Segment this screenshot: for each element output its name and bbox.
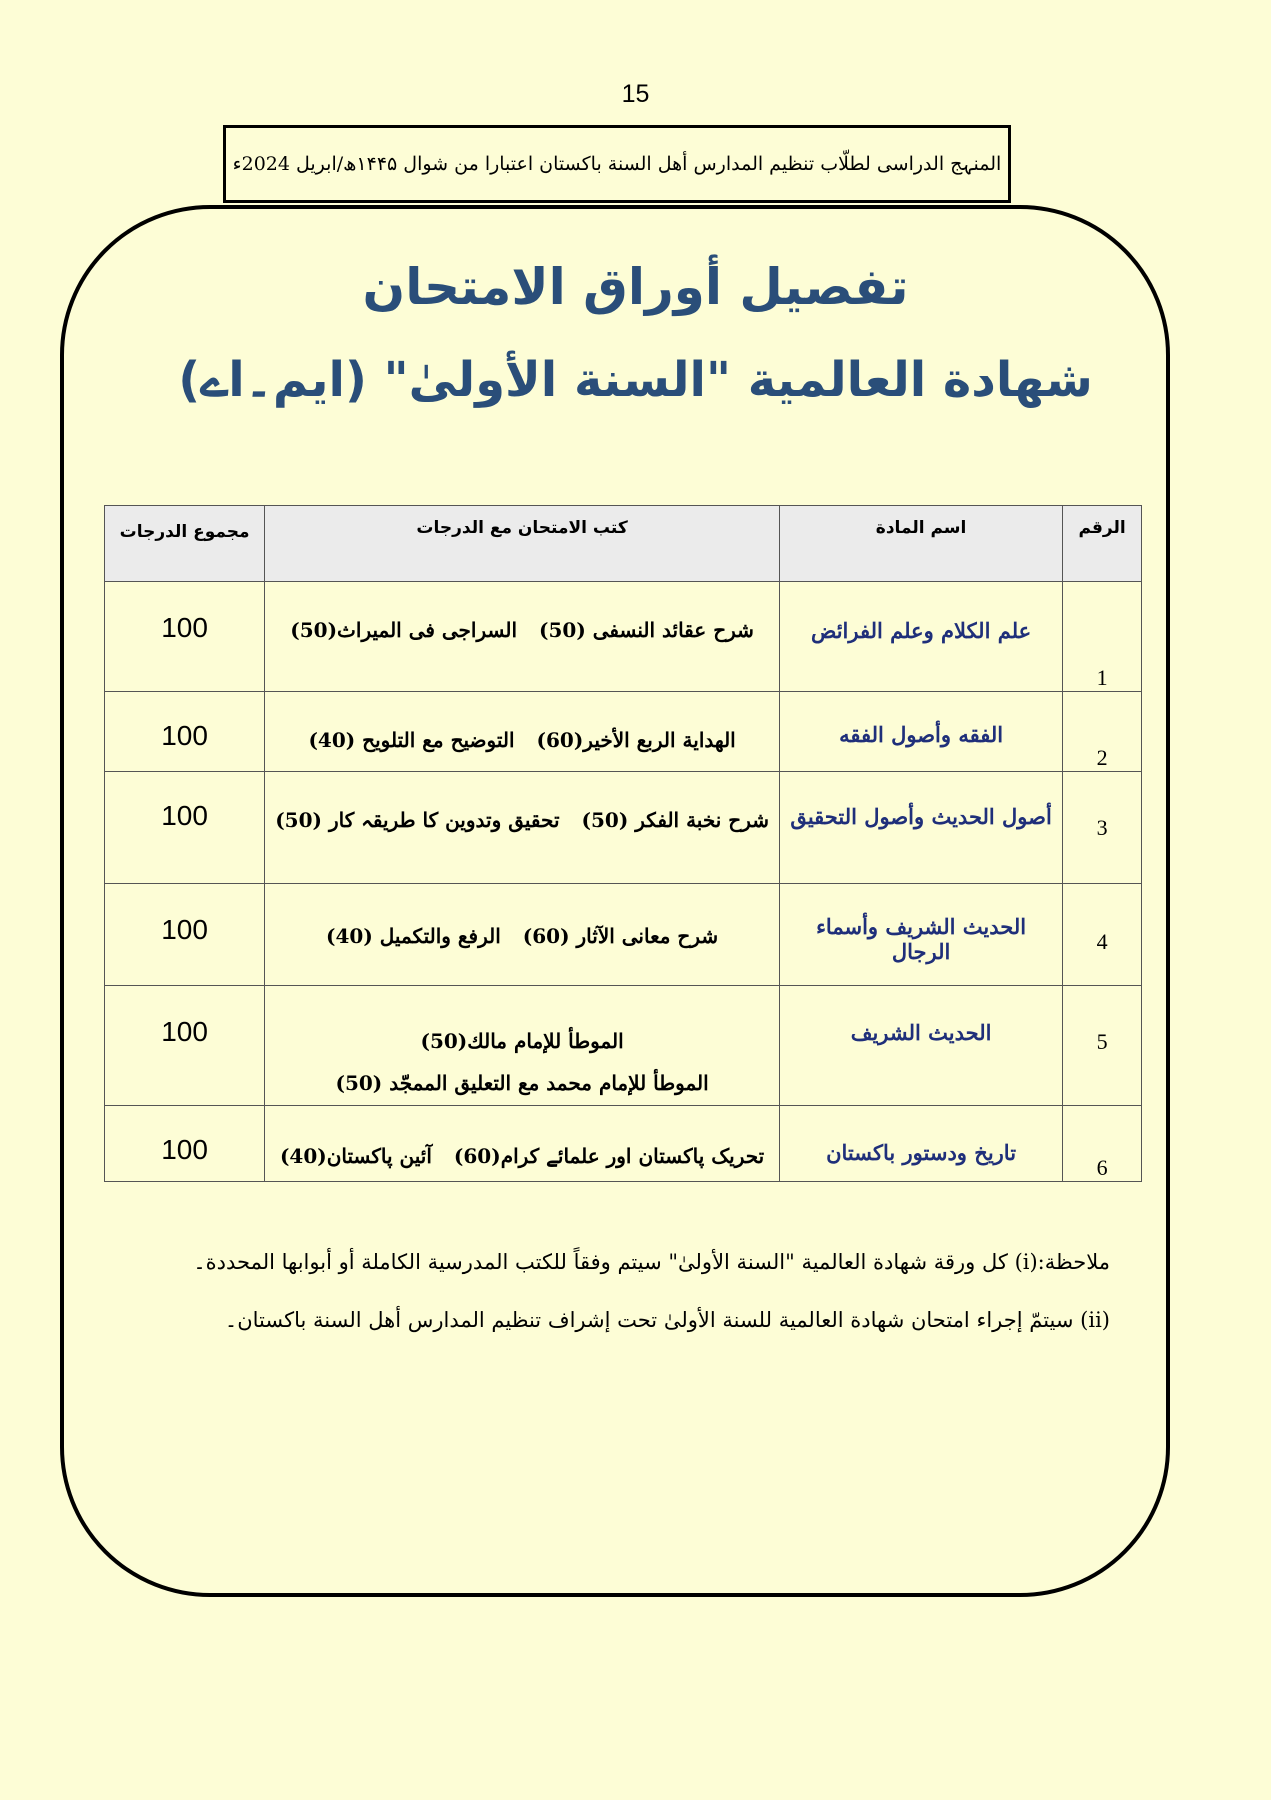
row-number: 3 bbox=[1063, 772, 1142, 884]
table-row bbox=[105, 582, 1142, 692]
page-number: 15 bbox=[621, 80, 650, 108]
book-title: شرح عقائد النسفی (50) bbox=[539, 618, 754, 642]
book-title: السراجی فی المیراث(50) bbox=[290, 618, 517, 642]
table-row bbox=[105, 986, 1142, 1106]
row-subject: الفقه وأصول الفقه bbox=[779, 692, 1062, 772]
header-books: كتب الامتحان مع الدرجات bbox=[265, 506, 780, 582]
row-books bbox=[265, 986, 780, 1106]
header-number: الرقم bbox=[1063, 506, 1142, 582]
book-title: آئین پاکستان(40) bbox=[279, 1144, 432, 1168]
row-subject: علم الكلام وعلم الفرائض bbox=[779, 582, 1062, 692]
curriculum-header bbox=[223, 125, 1011, 203]
table-header-row bbox=[105, 506, 1142, 582]
row-number: 5 bbox=[1063, 986, 1142, 1106]
row-total: 100 bbox=[105, 692, 265, 772]
row-books bbox=[265, 884, 780, 986]
book-title: شرح نخبة الفكر (50) bbox=[581, 808, 769, 832]
table-row bbox=[105, 692, 1142, 772]
page-subtitle: شهادة العالمية "السنة الأولیٰ" (ایم۔اے) bbox=[178, 352, 1093, 408]
row-total: 100 bbox=[105, 1106, 265, 1182]
row-number: 6 bbox=[1063, 1106, 1142, 1182]
row-total: 100 bbox=[105, 986, 265, 1106]
row-books bbox=[265, 692, 780, 772]
row-number: 4 bbox=[1063, 884, 1142, 986]
row-books bbox=[265, 772, 780, 884]
book-title: تحریک پاکستان اور علمائے کرام(60) bbox=[453, 1144, 765, 1168]
row-subject: الحديث الشريف وأسماء الرجال bbox=[779, 884, 1062, 986]
row-books bbox=[265, 1106, 780, 1182]
book-title: الرفع والتكميل (40) bbox=[326, 924, 501, 948]
book-title: تحقیق وتدوین کا طریقہ کار (50) bbox=[275, 808, 560, 832]
note-two: (ii) سيتمّ إجراء امتحان شهادة العالمية للسنة الأولىٰ تحت إشراف تنظيم المدارس أهل السنة باكستان۔ bbox=[224, 1308, 1110, 1332]
exam-papers-table bbox=[104, 505, 1142, 1182]
table-row bbox=[105, 1106, 1142, 1182]
row-number: 1 bbox=[1063, 582, 1142, 692]
row-total: 100 bbox=[105, 582, 265, 692]
header-total: مجموع الدرجات bbox=[105, 506, 265, 582]
page-title: تفصیل أوراق الامتحان bbox=[362, 258, 909, 316]
curriculum-header-text: المنہج الدراسی لطلّاب تنظیم المدارس أهل السنة باکستان اعتبارا من شوال ۱۴۴۵ھ/ابریل 2024ء bbox=[232, 153, 1002, 175]
row-total: 100 bbox=[105, 884, 265, 986]
row-subject: الحديث الشريف bbox=[779, 986, 1062, 1106]
book-title: الموطأ للإمام مالك(50) bbox=[420, 1029, 624, 1053]
row-total: 100 bbox=[105, 772, 265, 884]
book-title: الموطأ للإمام محمد مع التعليق الممجّد (50) bbox=[335, 1071, 709, 1095]
row-subject: تاريخ ودستور باكستان bbox=[779, 1106, 1062, 1182]
book-title: شرح معانی الآثار (60) bbox=[522, 924, 719, 948]
table-row bbox=[105, 884, 1142, 986]
row-subject: أصول الحديث وأصول التحقيق bbox=[779, 772, 1062, 884]
row-books bbox=[265, 582, 780, 692]
book-title: التوضيح مع التلويح (40) bbox=[308, 728, 515, 752]
note-one: ملاحظة:(i) كل ورقة شهادة العالمية "السنة الأولیٰ" سيتم وفقاً للكتب المدرسية الكاملة أو أبوابها المحددة۔ bbox=[193, 1250, 1110, 1274]
book-title: الهداية الربع الأخير(60) bbox=[536, 728, 736, 752]
header-subject: اسم المادة bbox=[779, 506, 1062, 582]
table-row bbox=[105, 772, 1142, 884]
row-number: 2 bbox=[1063, 692, 1142, 772]
